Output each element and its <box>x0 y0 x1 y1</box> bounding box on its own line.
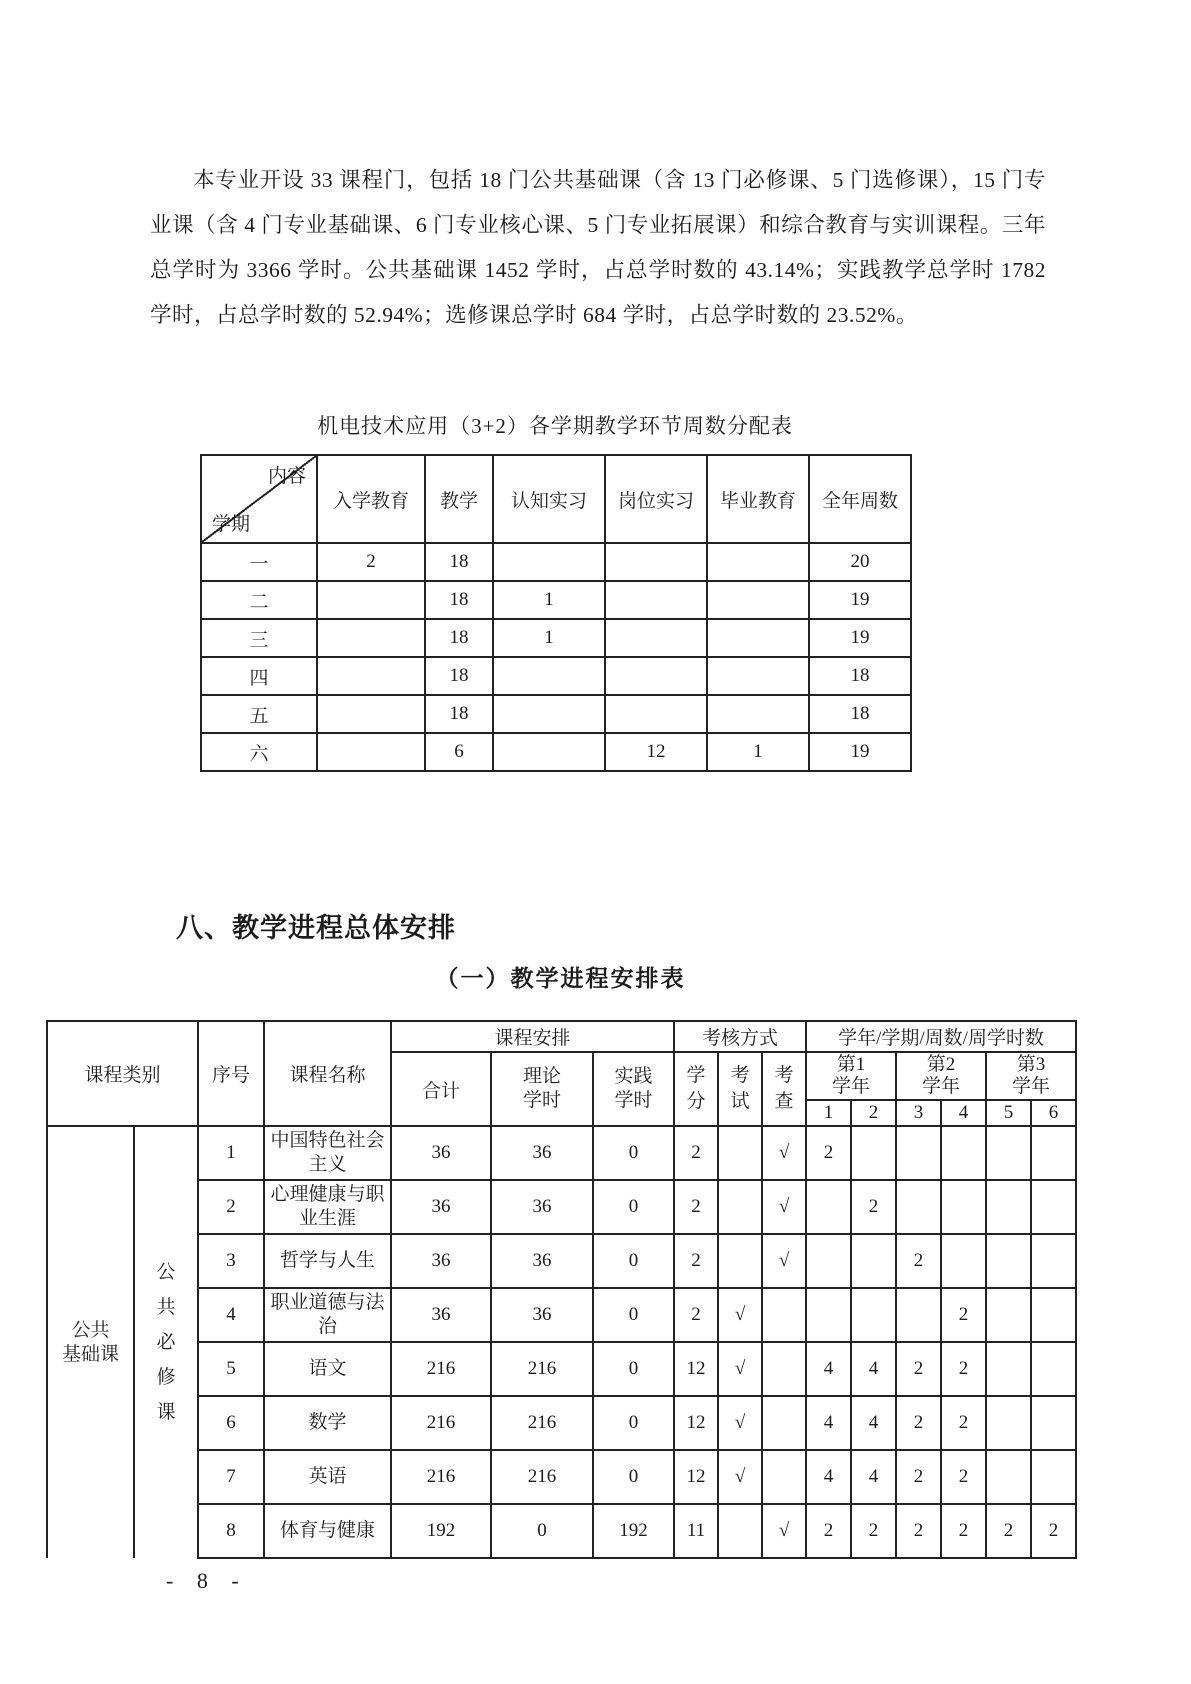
table-cell <box>317 581 425 619</box>
practice-cell: 0 <box>593 1288 674 1342</box>
column-header: 入学教育 <box>317 455 425 543</box>
theory-cell: 216 <box>491 1342 593 1396</box>
check-check-cell <box>762 1288 806 1342</box>
semester-cell: 二 <box>201 581 317 619</box>
total-cell: 216 <box>391 1342 491 1396</box>
header-exam <box>718 1052 762 1126</box>
semester-hours-cell <box>806 1180 851 1234</box>
column-header: 岗位实习 <box>605 455 707 543</box>
header-total: 合计 <box>391 1052 491 1126</box>
semester-hours-cell <box>986 1126 1031 1180</box>
check-check-cell: √ <box>762 1126 806 1180</box>
semester-hours-cell: 2 <box>941 1450 986 1504</box>
schedule-header-row-1 <box>47 1021 1076 1052</box>
category-public-required-cell <box>134 1126 198 1558</box>
total-cell: 216 <box>391 1450 491 1504</box>
table-cell: 1 <box>707 733 809 771</box>
table-cell: 18 <box>425 581 493 619</box>
practice-cell: 192 <box>593 1504 674 1558</box>
semester-hours-cell: 2 <box>896 1450 941 1504</box>
table-cell <box>605 543 707 581</box>
table-cell <box>493 695 605 733</box>
table-cell <box>317 619 425 657</box>
semester-hours-cell <box>1031 1288 1076 1342</box>
column-header: 教学 <box>425 455 493 543</box>
semester-hours-cell <box>851 1234 896 1288</box>
table-cell <box>707 619 809 657</box>
header-assessment-method: 考核方式 <box>674 1021 806 1052</box>
practice-cell: 0 <box>593 1180 674 1234</box>
semester-hours-cell <box>1031 1234 1076 1288</box>
practice-cell: 0 <box>593 1396 674 1450</box>
semester-hours-cell: 2 <box>896 1396 941 1450</box>
semester-hours-cell: 2 <box>806 1126 851 1180</box>
category-public-basic-cell <box>47 1126 134 1558</box>
table-cell: 18 <box>809 657 911 695</box>
table-row <box>201 581 911 619</box>
course-row <box>47 1450 1076 1504</box>
course-row <box>47 1396 1076 1450</box>
semester-hours-cell: 2 <box>806 1504 851 1558</box>
header-practice-hours-label: 实践学时 <box>614 1066 653 1111</box>
course-row <box>47 1180 1076 1234</box>
category-main-line: 基础课 <box>61 1343 119 1365</box>
exam-check-cell: √ <box>718 1450 762 1504</box>
section-heading: 八、教学进程总体安排 <box>176 913 456 943</box>
category-sub-label: 公共必修课 <box>156 1262 176 1423</box>
table-cell <box>493 733 605 771</box>
credits-cell: 2 <box>674 1234 718 1288</box>
weeks-table-title: 机电技术应用（3+2）各学期教学环节周数分配表 <box>317 414 793 438</box>
header-course-category: 课程类别 <box>47 1021 198 1126</box>
semester-hours-cell <box>986 1450 1031 1504</box>
theory-cell: 216 <box>491 1396 593 1450</box>
credits-cell: 11 <box>674 1504 718 1558</box>
schedule-table <box>46 1020 1077 1559</box>
index-cell: 1 <box>198 1126 264 1180</box>
index-cell: 7 <box>198 1450 264 1504</box>
table-cell <box>493 657 605 695</box>
table-cell <box>707 543 809 581</box>
practice-cell: 0 <box>593 1342 674 1396</box>
header-course-name: 课程名称 <box>264 1021 391 1126</box>
semester-hours-cell <box>986 1342 1031 1396</box>
category-main-line: 公共 <box>71 1319 110 1341</box>
exam-check-cell <box>718 1126 762 1180</box>
header-year-1 <box>806 1052 896 1100</box>
header-index: 序号 <box>198 1021 264 1126</box>
header-theory-hours-label: 理论学时 <box>523 1066 562 1111</box>
credits-cell: 12 <box>674 1342 718 1396</box>
semester-hours-cell: 2 <box>941 1396 986 1450</box>
table-cell: 1 <box>493 581 605 619</box>
header-year-2-label: 第2学年 <box>922 1054 961 1097</box>
subsection-heading: （一）教学进程安排表 <box>435 966 686 991</box>
check-check-cell <box>762 1396 806 1450</box>
index-cell: 5 <box>198 1342 264 1396</box>
exam-check-cell <box>718 1180 762 1234</box>
check-check-cell <box>762 1450 806 1504</box>
exam-check-cell: √ <box>718 1288 762 1342</box>
semester-hours-cell: 2 <box>941 1288 986 1342</box>
total-cell: 192 <box>391 1504 491 1558</box>
exam-check-cell: √ <box>718 1396 762 1450</box>
course-name-cell: 体育与健康 <box>264 1504 391 1558</box>
table-cell <box>707 581 809 619</box>
check-check-cell <box>762 1342 806 1396</box>
index-cell: 8 <box>198 1504 264 1558</box>
index-cell: 2 <box>198 1180 264 1234</box>
semester-hours-cell: 2 <box>851 1180 896 1234</box>
header-semester-3: 3 <box>896 1100 941 1126</box>
table-cell <box>317 695 425 733</box>
table-row <box>201 619 911 657</box>
course-row <box>47 1504 1076 1558</box>
semester-hours-cell <box>986 1396 1031 1450</box>
semester-hours-cell: 2 <box>941 1342 986 1396</box>
semester-hours-cell <box>1031 1342 1076 1396</box>
table-cell: 19 <box>809 733 911 771</box>
semester-hours-cell <box>986 1180 1031 1234</box>
semester-hours-cell <box>986 1288 1031 1342</box>
header-check <box>762 1052 806 1126</box>
header-semester-5: 5 <box>986 1100 1031 1126</box>
total-cell: 36 <box>391 1234 491 1288</box>
corner-label-semester: 学期 <box>212 514 251 535</box>
course-row <box>47 1126 1076 1180</box>
check-check-cell: √ <box>762 1180 806 1234</box>
total-cell: 36 <box>391 1288 491 1342</box>
semester-cell: 三 <box>201 619 317 657</box>
practice-cell: 0 <box>593 1126 674 1180</box>
semester-hours-cell: 2 <box>941 1504 986 1558</box>
semester-hours-cell <box>851 1126 896 1180</box>
table-cell: 18 <box>809 695 911 733</box>
header-credits <box>674 1052 718 1126</box>
table-cell <box>605 619 707 657</box>
semester-hours-cell <box>896 1180 941 1234</box>
table-cell <box>605 581 707 619</box>
header-credits-label: 学分 <box>686 1065 706 1112</box>
header-year-3-label: 第3学年 <box>1012 1054 1051 1097</box>
semester-cell: 六 <box>201 733 317 771</box>
semester-hours-cell <box>851 1288 896 1342</box>
theory-cell: 216 <box>491 1450 593 1504</box>
index-cell: 3 <box>198 1234 264 1288</box>
index-cell: 4 <box>198 1288 264 1342</box>
column-header: 认知实习 <box>493 455 605 543</box>
table-cell: 1 <box>493 619 605 657</box>
table-cell: 6 <box>425 733 493 771</box>
semester-hours-cell <box>941 1126 986 1180</box>
credits-cell: 12 <box>674 1396 718 1450</box>
semester-hours-cell <box>806 1234 851 1288</box>
semester-cell: 五 <box>201 695 317 733</box>
index-cell: 6 <box>198 1396 264 1450</box>
course-name-cell: 数学 <box>264 1396 391 1450</box>
table-cell <box>605 657 707 695</box>
theory-cell: 36 <box>491 1180 593 1234</box>
intro-paragraph: 本专业开设 33 课程门，包括 18 门公共基础课（含 13 门必修课、5 门选修课），15 门专业课（含 4 门专业基础课、6 门专业核心课、5 门专业拓展课）和综合教育与实训课程。三年总学时为 3366 学时。公共基础课 1452 学时，占总学时数的 43.14%；实践教学总学时 1782 学时，占总学时数的 52.94%；选修课总学时 684 学时，占总学时数的 23.52%。 <box>150 167 1046 327</box>
semester-hours-cell: 2 <box>896 1504 941 1558</box>
header-semester-6: 6 <box>1031 1100 1076 1126</box>
table-row <box>201 657 911 695</box>
total-cell: 216 <box>391 1396 491 1450</box>
header-year-week-hours: 学年/学期/周数/周学时数 <box>806 1021 1076 1052</box>
table-cell <box>317 657 425 695</box>
credits-cell: 2 <box>674 1288 718 1342</box>
semester-hours-cell: 2 <box>896 1234 941 1288</box>
course-row <box>47 1234 1076 1288</box>
page-number: - 8 - <box>166 1568 248 1593</box>
credits-cell: 2 <box>674 1126 718 1180</box>
check-check-cell: √ <box>762 1504 806 1558</box>
header-semester-1: 1 <box>806 1100 851 1126</box>
table-row <box>201 733 911 771</box>
total-cell: 36 <box>391 1180 491 1234</box>
table-row <box>201 695 911 733</box>
corner-label-content: 内容 <box>267 466 306 487</box>
credits-cell: 12 <box>674 1450 718 1504</box>
table-cell: 20 <box>809 543 911 581</box>
header-semester-4: 4 <box>941 1100 986 1126</box>
semester-hours-cell <box>896 1288 941 1342</box>
header-theory-hours <box>491 1052 593 1126</box>
total-cell: 36 <box>391 1126 491 1180</box>
course-name-cell: 英语 <box>264 1450 391 1504</box>
semester-hours-cell: 2 <box>896 1342 941 1396</box>
course-name-cell: 职业道德与法治 <box>264 1288 391 1342</box>
semester-hours-cell: 2 <box>986 1504 1031 1558</box>
semester-hours-cell: 2 <box>851 1504 896 1558</box>
column-header: 毕业教育 <box>707 455 809 543</box>
course-name-cell: 中国特色社会主义 <box>264 1126 391 1180</box>
semester-cell: 一 <box>201 543 317 581</box>
weeks-table <box>200 454 912 772</box>
table-cell <box>493 543 605 581</box>
semester-hours-cell <box>1031 1450 1076 1504</box>
semester-hours-cell <box>941 1180 986 1234</box>
header-year-2 <box>896 1052 986 1100</box>
course-name-cell: 语文 <box>264 1342 391 1396</box>
weeks-table-header-row <box>201 455 911 543</box>
exam-check-cell: √ <box>718 1342 762 1396</box>
diagonal-corner-cell <box>201 455 317 543</box>
header-semester-2: 2 <box>851 1100 896 1126</box>
semester-hours-cell: 2 <box>1031 1504 1076 1558</box>
semester-hours-cell <box>1031 1180 1076 1234</box>
table-cell <box>707 657 809 695</box>
table-cell <box>317 733 425 771</box>
practice-cell: 0 <box>593 1450 674 1504</box>
course-name-cell: 心理健康与职业生涯 <box>264 1180 391 1234</box>
course-row <box>47 1342 1076 1396</box>
semester-hours-cell: 4 <box>806 1450 851 1504</box>
semester-hours-cell: 4 <box>851 1342 896 1396</box>
exam-check-cell <box>718 1504 762 1558</box>
semester-hours-cell: 4 <box>851 1450 896 1504</box>
semester-cell: 四 <box>201 657 317 695</box>
semester-hours-cell: 4 <box>806 1396 851 1450</box>
table-cell: 18 <box>425 695 493 733</box>
semester-hours-cell <box>806 1288 851 1342</box>
header-year-1-label: 第1学年 <box>832 1054 871 1097</box>
table-cell <box>605 695 707 733</box>
header-course-arrangement: 课程安排 <box>391 1021 674 1052</box>
practice-cell: 0 <box>593 1234 674 1288</box>
table-cell: 18 <box>425 543 493 581</box>
semester-hours-cell <box>896 1126 941 1180</box>
theory-cell: 0 <box>491 1504 593 1558</box>
table-cell: 18 <box>425 657 493 695</box>
table-cell: 19 <box>809 619 911 657</box>
header-exam-label: 考试 <box>730 1065 750 1112</box>
table-cell: 2 <box>317 543 425 581</box>
semester-hours-cell: 4 <box>806 1342 851 1396</box>
semester-hours-cell <box>1031 1126 1076 1180</box>
theory-cell: 36 <box>491 1234 593 1288</box>
semester-hours-cell: 4 <box>851 1396 896 1450</box>
table-cell: 18 <box>425 619 493 657</box>
header-year-3 <box>986 1052 1076 1100</box>
course-name-cell: 哲学与人生 <box>264 1234 391 1288</box>
table-cell: 19 <box>809 581 911 619</box>
semester-hours-cell <box>941 1234 986 1288</box>
semester-hours-cell <box>986 1234 1031 1288</box>
semester-hours-cell <box>1031 1396 1076 1450</box>
header-check-label: 考查 <box>774 1065 794 1112</box>
exam-check-cell <box>718 1234 762 1288</box>
column-header: 全年周数 <box>809 455 911 543</box>
course-row <box>47 1288 1076 1342</box>
credits-cell: 2 <box>674 1180 718 1234</box>
theory-cell: 36 <box>491 1126 593 1180</box>
table-row <box>201 543 911 581</box>
table-cell: 12 <box>605 733 707 771</box>
check-check-cell: √ <box>762 1234 806 1288</box>
header-practice-hours <box>593 1052 674 1126</box>
theory-cell: 36 <box>491 1288 593 1342</box>
table-cell <box>707 695 809 733</box>
